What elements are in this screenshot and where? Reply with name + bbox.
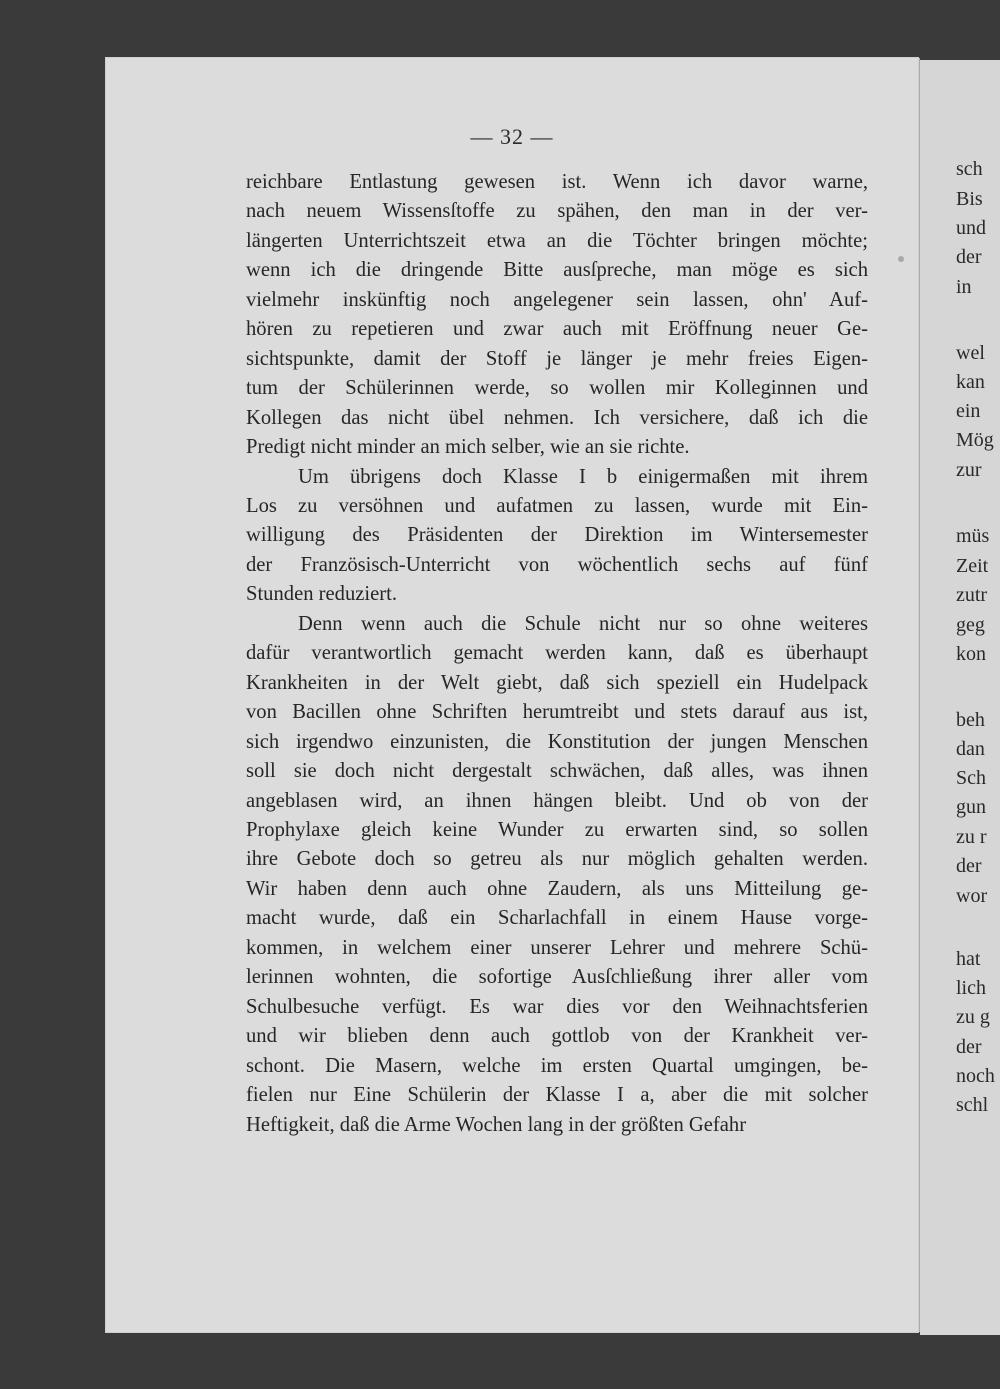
text-line: macht wurde, daß ein Scharlachfall in einem Hause vorge- — [246, 907, 868, 930]
text-line: Stunden reduziert. — [246, 583, 397, 606]
text-line: Predigt nicht minder an mich selber, wie an sie richte. — [246, 436, 690, 459]
facing-page-fragment: sch — [956, 158, 983, 180]
text-line: kommen, in welchem einer unserer Lehrer und mehrere Schü- — [246, 936, 868, 959]
text-line: reichbare Entlastung gewesen ist. Wenn ich davor warne, — [246, 171, 868, 193]
facing-page-fragment: Mög — [956, 429, 994, 451]
text-line: dafür verantwortlich gemacht werden kann, daß es überhaupt — [246, 642, 868, 665]
page-speck — [898, 256, 904, 262]
facing-page-fragment: zutr — [956, 584, 988, 606]
facing-page-fragment: der — [956, 246, 982, 268]
body-text — [246, 168, 868, 1140]
text-line: längerten Unterrichtszeit etwa an die Töchter bringen möchte; — [246, 229, 868, 252]
facing-page-fragment: in — [956, 276, 972, 298]
facing-page-fragment: gun — [956, 796, 986, 818]
text-line: wenn ich die dringende Bitte ausſpreche, man möge es sich — [246, 259, 868, 282]
page-number: — 32 — — [470, 124, 554, 149]
text-line: ihre Gebote doch so getreu als nur möglich gehalten werden. — [246, 848, 868, 871]
text-line: sichtspunkte, damit der Stoff je länger je mehr freies Eigen- — [246, 347, 868, 370]
facing-page-fragment: zu g — [956, 1006, 990, 1028]
text-line: sich irgendwo einzunisten, die Konstitution der jungen Menschen — [246, 730, 868, 753]
text-line: Krankheiten in der Welt giebt, daß sich speziell ein Hudelpack — [246, 671, 868, 694]
text-line: Denn wenn auch die Schule nicht nur so ohne weiteres — [298, 612, 868, 635]
facing-page-fragment: geg — [956, 614, 985, 636]
facing-page-fragment: Sch — [956, 767, 986, 789]
text-line: Los zu versöhnen und aufatmen zu lassen, wurde mit Ein- — [246, 494, 868, 517]
text-line: angeblasen wird, an ihnen hängen bleibt. Und ob von der — [246, 789, 868, 812]
facing-page-fragment: zur — [956, 459, 982, 481]
facing-page-fragment: Bis — [956, 188, 983, 210]
text-line: der Französisch-Unterricht von wöchentlich sechs auf fünf — [246, 553, 868, 576]
text-line: Kollegen das nicht übel nehmen. Ich versichere, daß ich die — [246, 406, 868, 429]
text-line: nach neuem Wissensſtoffe zu spähen, den man in der ver- — [246, 200, 868, 223]
facing-page-fragment: kon — [956, 643, 986, 665]
text-line: tum der Schülerinnen werde, so wollen mir Kolleginnen und — [246, 377, 868, 400]
text-line: Schulbesuche verfügt. Es war dies vor den Weihnachtsferien — [246, 995, 868, 1018]
text-line: fielen nur Eine Schülerin der Klasse I a, aber die mit solcher — [246, 1084, 868, 1107]
facing-page-fragment: Zeit — [956, 555, 989, 577]
facing-page-fragment: wor — [956, 885, 988, 907]
facing-page-fragment: zu r — [956, 826, 987, 848]
text-line: Um übrigens doch Klasse I b einigermaßen mit ihrem — [298, 465, 868, 488]
text-line: hören zu repetieren und zwar auch mit Eröffnung neuer Ge- — [246, 318, 868, 341]
facing-page-fragment: wel — [956, 342, 985, 364]
text-line: und wir blieben denn auch gottlob von der Krankheit ver- — [246, 1025, 868, 1048]
facing-page-fragment: lich — [956, 977, 986, 999]
facing-page-fragment: hat — [956, 948, 981, 970]
text-line: schont. Die Masern, welche im ersten Quartal umgingen, be- — [246, 1054, 868, 1077]
text-line: Prophylaxe gleich keine Wunder zu erwarten sind, so sollen — [246, 818, 868, 841]
facing-page-fragment: und — [956, 217, 986, 239]
facing-page-fragment: der — [956, 855, 982, 877]
facing-page-fragment: schl — [956, 1094, 989, 1116]
facing-page-fragment: noch — [956, 1065, 995, 1087]
facing-page-fragment: müs — [956, 525, 990, 547]
text-line: willigung des Präsidenten der Direktion im Wintersemester — [246, 524, 868, 547]
facing-page-fragment: ein — [956, 400, 981, 422]
text-line: vielmehr inskünftig noch angelegener sein lassen, ohn' Auf- — [246, 288, 868, 311]
text-line: von Bacillen ohne Schriften herumtreibt und stets darauf aus ist, — [246, 701, 868, 724]
text-line: lerinnen wohnten, die sofortige Ausſchließung ihrer aller vom — [246, 966, 868, 989]
facing-page-fragment: der — [956, 1036, 982, 1058]
facing-page-edge — [920, 60, 1000, 1335]
facing-page-fragment: dan — [956, 738, 985, 760]
text-line: Heftigkeit, daß die Arme Wochen lang in der größten Gefahr — [246, 1113, 747, 1136]
text-line: soll sie doch nicht dergestalt schwächen, daß alles, was ihnen — [246, 760, 868, 783]
text-line: Wir haben denn auch ohne Zaudern, als uns Mitteilung ge- — [246, 877, 868, 900]
facing-page-fragment: beh — [956, 709, 985, 731]
book-page — [106, 58, 918, 1332]
facing-page-fragment: kan — [956, 371, 985, 393]
